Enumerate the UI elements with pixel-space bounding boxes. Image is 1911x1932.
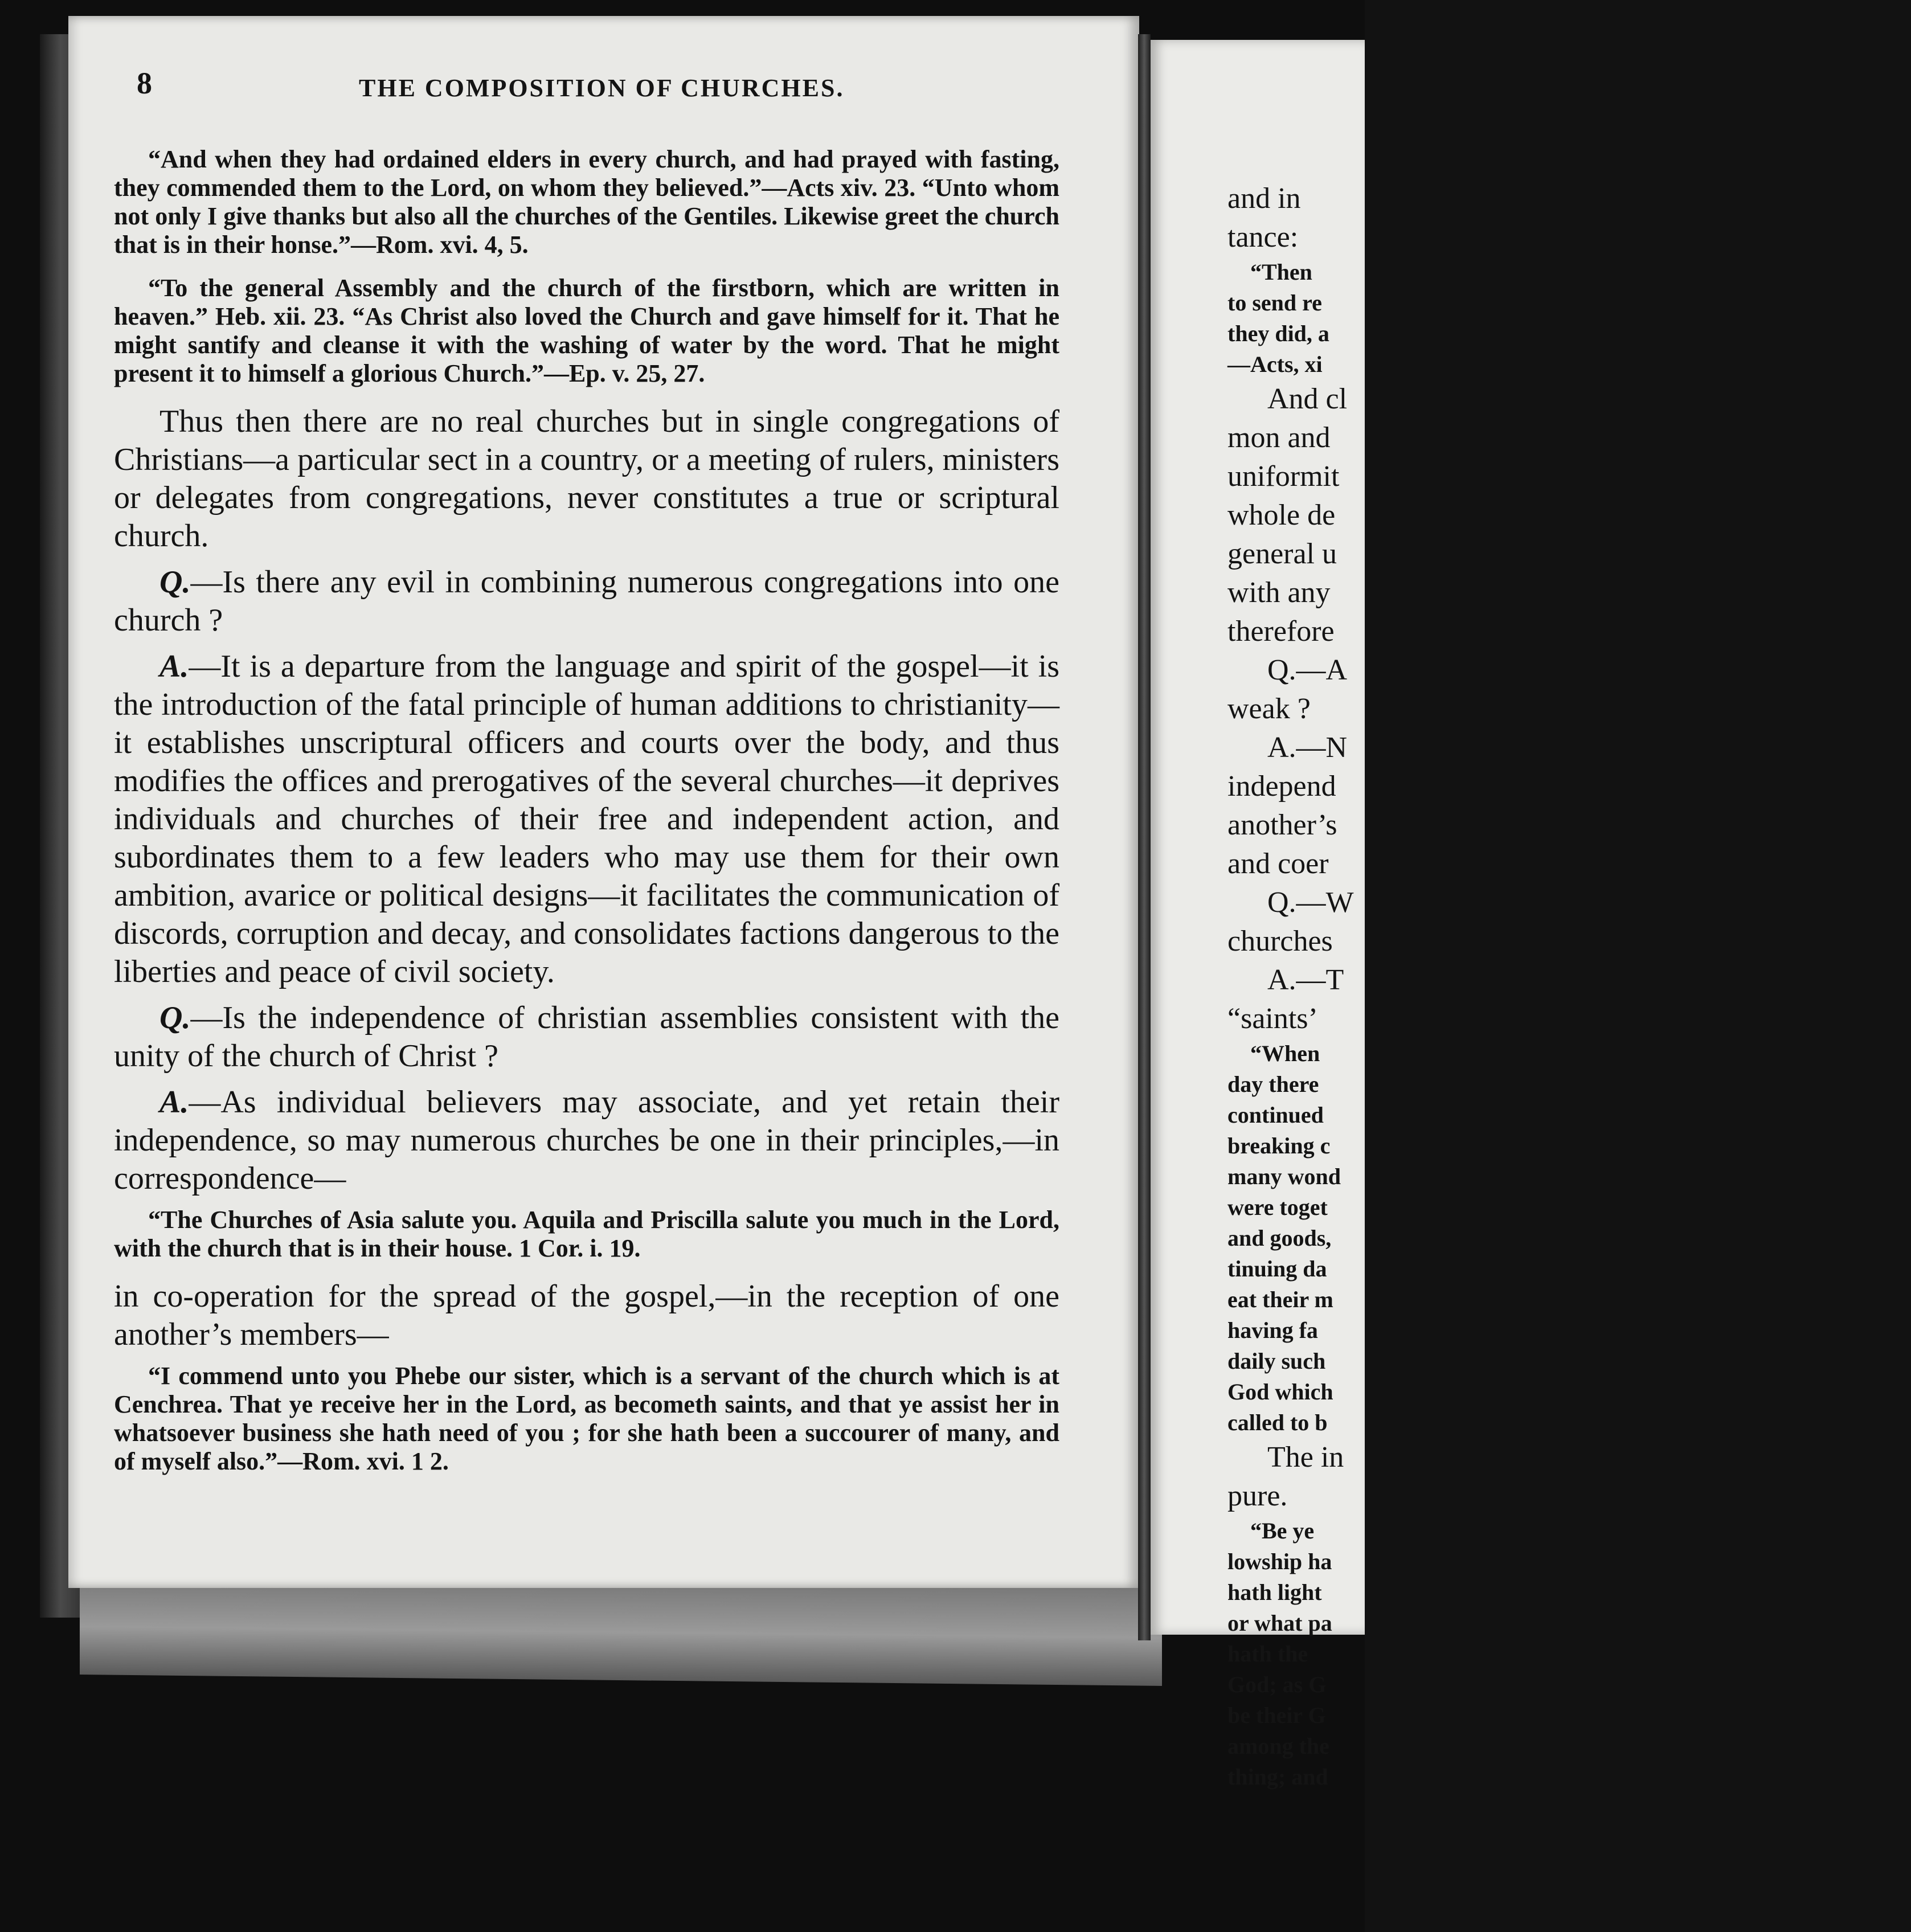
right-page-line: another’s [1227, 809, 1337, 841]
right-page-line: thing; and [1227, 1764, 1328, 1790]
right-text-column [1227, 179, 1911, 1792]
question-paragraph [114, 563, 1059, 640]
scripture-quote: “I commend unto you Phebe our sister, which is a servant of the church which is at Cenchrea. That ye receive her in the Lord, as becometh saints, and that ye assist her in whatsoever business she hath need of you ; for she hath been a succourer of many, and of myself also.”—Rom. xvi. 1 2. [114, 1362, 1059, 1475]
right-page-line: pure. [1227, 1480, 1288, 1512]
right-page-line: many wond [1227, 1164, 1341, 1189]
right-page-line: churches [1227, 925, 1333, 957]
right-page-line: tance: [1227, 221, 1299, 253]
body-paragraph: Thus then there are no real churches but in single congregations of Christians—a particular sect in a country, or a meeting of rulers, ministers or delegates from congregations, never constitutes a true or scriptural church. [114, 404, 1059, 554]
right-page-line: called to b [1227, 1410, 1328, 1435]
answer-paragraph [114, 648, 1059, 991]
qa-text: —As individual believers may associate, and yet retain their independence, so may numerous churches be one in their principles,—in correspondence— [114, 1084, 1059, 1196]
right-page-line: having fa [1227, 1317, 1318, 1343]
right-page-line: hath the [1227, 1641, 1308, 1667]
right-page-line: A.—T [1267, 964, 1344, 996]
right-page-line: to send re [1227, 290, 1322, 316]
right-page-line: weak ? [1227, 693, 1311, 725]
right-page-line: Q.—W [1267, 886, 1354, 919]
right-page-line: day there [1227, 1071, 1319, 1097]
right-page-line: A.—N [1267, 731, 1348, 764]
left-page [68, 16, 1139, 1588]
right-page-line: and goods, [1227, 1225, 1332, 1251]
qa-text: —Is there any evil in combining numerous congregations into one church ? [114, 564, 1059, 638]
right-page-line: “Then [1250, 259, 1312, 285]
page-number: 8 [137, 66, 152, 100]
right-page-line: Q.—A [1267, 654, 1348, 686]
right-page-line: breaking c [1227, 1133, 1331, 1159]
answer-label: A. [159, 649, 189, 684]
right-page-line: whole de [1227, 499, 1336, 531]
right-page-line: lowship ha [1227, 1549, 1332, 1574]
right-page-line: among the [1227, 1733, 1329, 1759]
right-page-line: And cl [1267, 383, 1348, 415]
right-page-line: The in [1267, 1441, 1344, 1473]
book-gutter [1138, 34, 1151, 1640]
left-text-column [114, 145, 1059, 1491]
right-page-line: “When [1250, 1041, 1320, 1066]
right-page-line: and in [1227, 182, 1301, 215]
right-page-line: “saints’ [1227, 1002, 1318, 1035]
right-page-line: uniformit [1227, 460, 1340, 493]
right-page-line: continued [1227, 1102, 1324, 1128]
right-page-line: were toget [1227, 1194, 1328, 1220]
right-page-line: they did, a [1227, 321, 1329, 346]
right-page-line: “Be ye [1250, 1518, 1315, 1544]
scripture-quote: “To the general Assembly and the church of the firstborn, which are written in heaven.” Heb. xii. 23. “As Christ also loved the Church and gave himself for it. That he might santify and cleanse it with the washing of water by the word. That he might present it to himself a glorious Church.”—Ep. v. 25, 27. [114, 274, 1059, 387]
right-page-line: eat their m [1227, 1287, 1333, 1312]
answer-label: A. [159, 1084, 189, 1120]
right-page-line: with any [1227, 576, 1331, 609]
scripture-quote: “The Churches of Asia salute you. Aquila and Priscilla salute you much in the Lord, with the church that is in their house. 1 Cor. i. 19. [114, 1206, 1059, 1262]
right-page-line: be their G [1227, 1702, 1326, 1728]
answer-paragraph [114, 1083, 1059, 1198]
body-paragraph-continued: in co-operation for the spread of the gospel,—in the reception of one another’s members— [114, 1279, 1059, 1352]
right-page-line: independ [1227, 770, 1336, 803]
right-page-line: general u [1227, 538, 1337, 570]
right-page-line: God; as G [1227, 1672, 1327, 1697]
question-label: Q. [159, 1000, 191, 1035]
scripture-quote: “And when they had ordained elders in every church, and had prayed with fasting, they commended them to the Lord, on whom they believed.”—Acts xiv. 23. “Unto whom not only I give thanks but also all the churches of the Gentiles. Likewise greet the church that is in their honse.”—Rom. xvi. 4, 5. [114, 145, 1059, 259]
question-label: Q. [159, 564, 191, 600]
right-page-line: —Acts, xi [1227, 351, 1323, 377]
running-head: THE COMPOSITION OF CHURCHES. [359, 74, 845, 102]
qa-text: —It is a departure from the language and spirit of the gospel—it is the introduction of the fatal principle of human additions to christianity—it establishes unscriptural officers and courts over the body, and thus modifies the offices and prerogatives of the several churches—it deprives individuals and churches of their free and independent action, and subordinates them to a few leaders who may use them for their own ambition, avarice or political designs—it facilitates the communication of discords, corruption and decay, and consolidates factions dangerous to the liberties and peace of civil society. [114, 649, 1059, 989]
right-page-line: daily such [1227, 1348, 1326, 1374]
right-page-line: hath light [1227, 1579, 1322, 1605]
right-page-line: and coer [1227, 848, 1329, 880]
qa-text: —Is the independence of christian assemblies consistent with the unity of the church of Christ ? [114, 1000, 1059, 1074]
question-paragraph [114, 999, 1059, 1075]
right-page-line: therefore [1227, 615, 1335, 648]
right-page-line: or what pa [1227, 1610, 1332, 1636]
page-header [137, 66, 1077, 117]
right-page-line: mon and [1227, 421, 1331, 454]
right-page [1151, 40, 1365, 1790]
right-page-line: God which [1227, 1379, 1333, 1405]
right-page-line: tinuing da [1227, 1256, 1327, 1282]
